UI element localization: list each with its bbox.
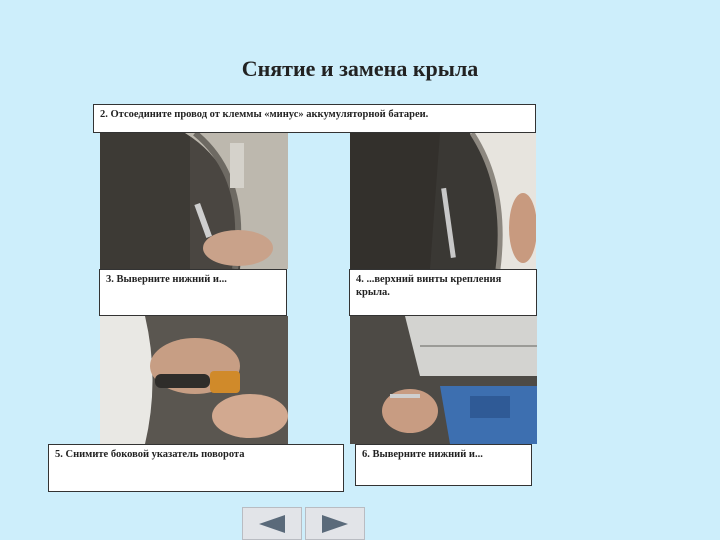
step-5-caption: 5. Снимите боковой указатель поворота <box>48 444 344 492</box>
step-6-caption: 6. Выверните нижний и... <box>355 444 532 486</box>
triangle-right-icon <box>320 514 350 534</box>
photo-lower-screw <box>100 133 288 269</box>
photo-upper-screws <box>350 133 536 269</box>
step-4-caption: 4. ...верхний винты крепления крыла. <box>349 269 537 316</box>
previous-slide-button[interactable] <box>242 507 302 540</box>
page-title: Снятие и замена крыла <box>241 56 479 81</box>
step-2-caption: 2. Отсоедините провод от клеммы «минус» аккумуляторной батареи. <box>93 104 536 133</box>
step-3-caption: 3. Выверните нижний и... <box>99 269 287 316</box>
photo-turn-signal <box>100 316 288 444</box>
photo-lower-screw-bumper <box>350 316 537 444</box>
triangle-left-icon <box>257 514 287 534</box>
next-slide-button[interactable] <box>305 507 365 540</box>
